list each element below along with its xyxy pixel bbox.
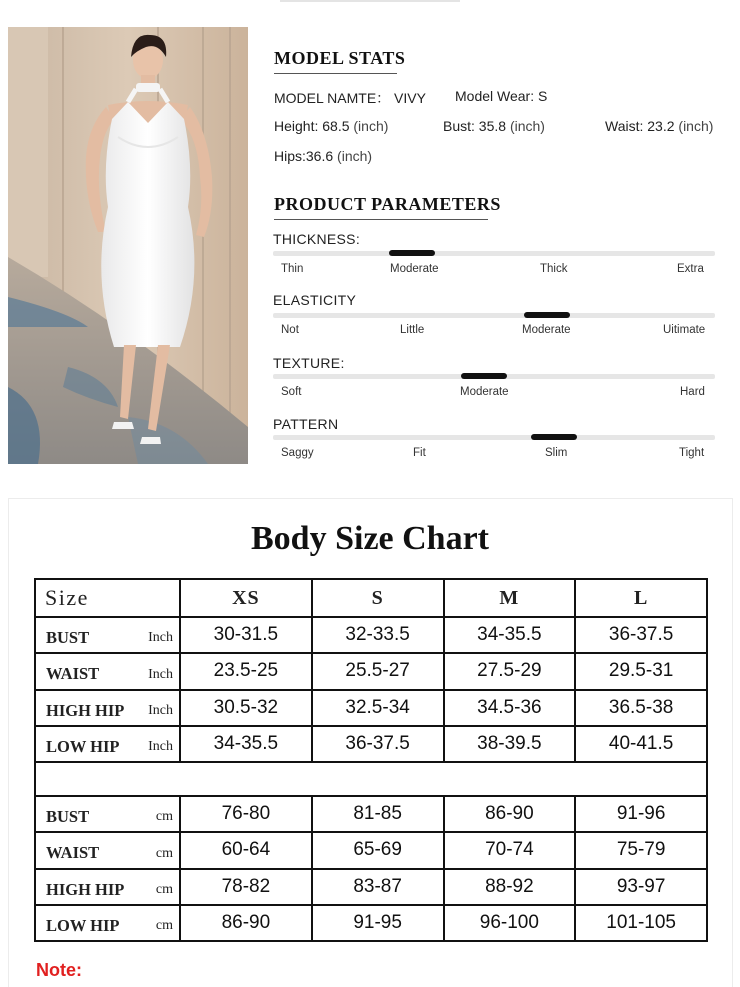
- row-label: [35, 796, 180, 832]
- table-cell: 76-80: [180, 796, 312, 832]
- table-cell: 91-96: [575, 796, 707, 832]
- pattern-option-tight: Tight: [679, 447, 705, 459]
- texture-track: [273, 374, 715, 379]
- model-height: [274, 118, 388, 134]
- elasticity-option-uitimate: Uitimate: [663, 324, 706, 336]
- pattern-track: [273, 435, 715, 440]
- model-waist-unit: (inch): [678, 118, 714, 134]
- row-label: [35, 905, 180, 941]
- texture-option-moderate: Moderate: [460, 386, 509, 398]
- table-cell: 91-95: [312, 905, 444, 941]
- table-cell: 78-82: [180, 869, 312, 905]
- row-name: LOW HIP: [46, 915, 120, 935]
- note-label: Note:: [36, 960, 82, 980]
- model-bust: [443, 118, 545, 134]
- table-cell: 93-97: [575, 869, 707, 905]
- size-header-row: [35, 579, 707, 617]
- table-cell: 96-100: [444, 905, 576, 941]
- model-hips-value: Hips:36.6: [274, 148, 334, 164]
- elasticity-label: ELASTICITY: [273, 292, 357, 308]
- table-cell: 36-37.5: [312, 726, 444, 762]
- table-cell: 34.5-36: [444, 690, 576, 726]
- thickness-option-thin: Thin: [281, 263, 304, 275]
- size-chart-title: Body Size Chart: [251, 520, 489, 557]
- row-label: [35, 726, 180, 762]
- table-row: [35, 653, 707, 689]
- row-label: [35, 617, 180, 653]
- product-photo: [8, 27, 248, 464]
- table-row: [35, 832, 707, 868]
- table-spacer-row: [35, 762, 707, 796]
- table-row: [35, 726, 707, 762]
- table-cell: 30-31.5: [180, 617, 312, 653]
- model-hips-unit: (inch): [337, 148, 373, 164]
- thickness-track: [273, 251, 715, 256]
- table-cell: 36.5-38: [575, 690, 707, 726]
- size-chart-table: [34, 578, 708, 942]
- table-row: [35, 690, 707, 726]
- table-cell: 65-69: [312, 832, 444, 868]
- row-unit: cm: [155, 809, 173, 825]
- model-height-value: Height: 68.5: [274, 118, 350, 134]
- row-unit: Inch: [148, 739, 173, 754]
- table-cell: 86-90: [444, 796, 576, 832]
- table-cell: 32.5-34: [312, 690, 444, 726]
- table-cell: 70-74: [444, 832, 576, 868]
- pattern-label: PATTERN: [273, 416, 339, 432]
- row-unit: cm: [155, 918, 173, 933]
- elasticity-marker: [524, 312, 570, 318]
- thickness-label: THICKNESS:: [273, 231, 361, 247]
- model-stats-heading-text: MODEL STATS: [274, 48, 406, 68]
- texture-label: TEXTURE:: [273, 355, 345, 371]
- model-name: MODEL NAMTE： VIVY: [274, 90, 426, 106]
- table-cell: 60-64: [180, 832, 312, 868]
- table-cell: 30.5-32: [180, 690, 312, 726]
- table-cell: 83-87: [312, 869, 444, 905]
- row-unit: Inch: [148, 630, 173, 646]
- product-parameters-heading: [274, 194, 501, 220]
- elasticity-option-not: Not: [281, 324, 299, 336]
- product-parameters-underline: [274, 219, 488, 220]
- table-cell: 38-39.5: [444, 726, 576, 762]
- table-cell: 36-37.5: [575, 617, 707, 653]
- model-bust-value: Bust: 35.8: [443, 118, 507, 134]
- table-cell: 29.5-31: [575, 653, 707, 689]
- thickness-marker: [389, 250, 435, 256]
- texture-marker: [461, 373, 507, 379]
- elasticity-track: [273, 313, 715, 318]
- table-cell: 23.5-25: [180, 653, 312, 689]
- row-label: [35, 653, 180, 689]
- thickness-option-moderate: Moderate: [390, 263, 439, 275]
- table-row: [35, 796, 707, 832]
- row-name: HIGH HIP: [46, 879, 125, 899]
- size-header-s: S: [312, 579, 444, 617]
- table-cell: 81-85: [312, 796, 444, 832]
- table-cell: 75-79: [575, 832, 707, 868]
- table-cell: 86-90: [180, 905, 312, 941]
- table-cell: 101-105: [575, 905, 707, 941]
- row-name: WAIST: [46, 843, 100, 863]
- product-parameters-heading-text: PRODUCT PARAMETERS: [274, 194, 501, 214]
- top-divider: [280, 0, 460, 2]
- texture-option-hard: Hard: [680, 386, 705, 398]
- size-header-m: M: [444, 579, 576, 617]
- table-row: [35, 905, 707, 941]
- table-cell: 34-35.5: [444, 617, 576, 653]
- row-name: BUST: [46, 628, 90, 648]
- row-name: WAIST: [46, 664, 100, 684]
- model-waist: [605, 118, 713, 134]
- pattern-option-saggy: Saggy: [281, 447, 314, 459]
- pattern-option-fit: Fit: [413, 447, 426, 459]
- table-cell: 25.5-27: [312, 653, 444, 689]
- model-height-unit: (inch): [353, 118, 389, 134]
- pattern-marker: [531, 434, 577, 440]
- table-row: [35, 869, 707, 905]
- row-unit: cm: [155, 881, 173, 897]
- model-wear: Model Wear: S: [455, 88, 548, 104]
- row-name: BUST: [46, 807, 90, 827]
- table-cell: 32-33.5: [312, 617, 444, 653]
- table-cell: 40-41.5: [575, 726, 707, 762]
- row-name: HIGH HIP: [46, 700, 125, 720]
- size-header-xs: XS: [180, 579, 312, 617]
- row-label: [35, 690, 180, 726]
- model-hips: [274, 148, 372, 164]
- table-cell: 27.5-29: [444, 653, 576, 689]
- texture-option-soft: Soft: [281, 386, 302, 398]
- elasticity-option-moderate: Moderate: [522, 324, 571, 336]
- size-header-label: Size: [35, 579, 180, 617]
- row-label: [35, 869, 180, 905]
- row-label: [35, 832, 180, 868]
- pattern-option-slim: Slim: [545, 447, 568, 459]
- row-unit: Inch: [148, 666, 173, 682]
- row-name: LOW HIP: [46, 736, 120, 756]
- model-bust-unit: (inch): [509, 118, 545, 134]
- size-header-l: L: [575, 579, 707, 617]
- table-cell: 88-92: [444, 869, 576, 905]
- table-spacer-cell: [35, 762, 707, 796]
- thickness-option-thick: Thick: [540, 263, 568, 275]
- row-unit: Inch: [148, 702, 173, 718]
- model-stats-underline: [274, 73, 397, 74]
- table-row: [35, 617, 707, 653]
- row-unit: cm: [155, 845, 173, 861]
- table-cell: 34-35.5: [180, 726, 312, 762]
- thickness-option-extra: Extra: [677, 263, 704, 275]
- model-waist-value: Waist: 23.2: [605, 118, 675, 134]
- model-stats-heading: [274, 48, 405, 74]
- elasticity-option-little: Little: [400, 324, 425, 336]
